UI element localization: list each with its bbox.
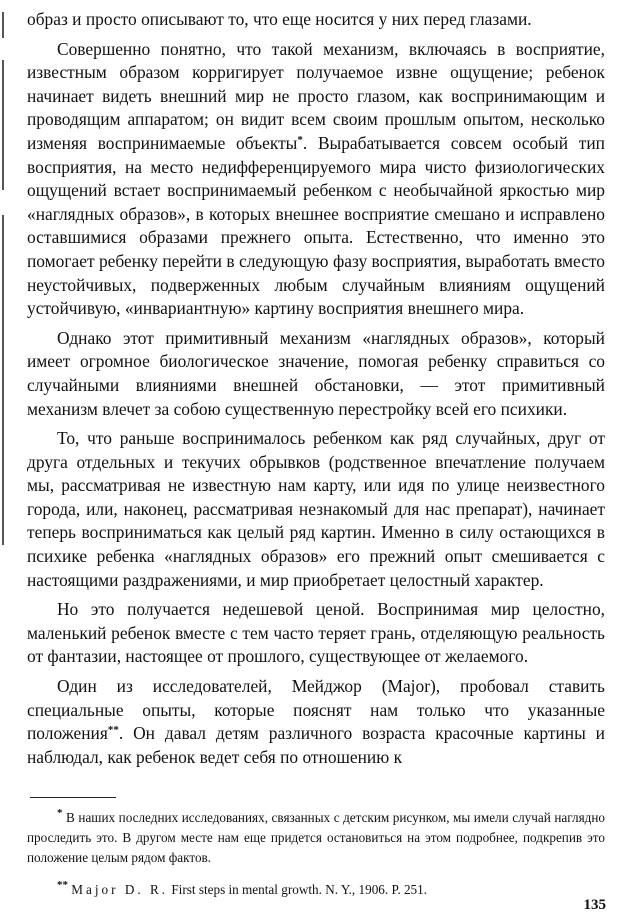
paragraph-price xyxy=(27,598,605,669)
footnote-text: First steps in mental growth. N. Y., 1906. P. 251. xyxy=(168,882,428,897)
page-number: 135 xyxy=(583,897,606,913)
paragraph-whole-picture xyxy=(27,427,605,592)
footnote-text: В наших последних исследованиях, связанных с детским рисунком, мы имели случай наглядно проследить это. В другом месте нам еще придется остановиться на этом подробнее, подкрепив это положение целым рядом фактов. xyxy=(27,810,605,865)
footnote-reference: * xyxy=(297,133,303,146)
paragraph-primitive-mechanism xyxy=(27,327,605,421)
footnote-author: Major D. R. xyxy=(71,882,169,897)
paragraph-text: образ и просто описывают то, что еще носится у них перед глазами. xyxy=(27,9,532,29)
footnote-marker: ** xyxy=(57,879,68,891)
footnote-reference: ** xyxy=(107,724,119,737)
paragraph-text: Однако этот примитивный механизм «наглядных образов», который имеет огромное биологическое значение, помогая ребенку справиться со случайными влияниями внешней обстановки, — этот примитивный механизм влечет за собою существенную перестройку всей его психики. xyxy=(27,327,605,419)
paragraph-perception-mechanism xyxy=(27,38,605,321)
scan-edge-line xyxy=(2,12,4,38)
footnotes xyxy=(27,808,605,900)
footnote-1 xyxy=(27,808,605,868)
scan-edge-line xyxy=(2,215,4,545)
paragraph-major-experiments xyxy=(27,675,605,769)
footnote-divider xyxy=(30,797,116,798)
paragraph-text: Но это получается недешевой ценой. Воспринимая мир целостно, маленький ребенок вместе с тем часто теряет грань, отделяющую реальность от фантазии, настоящее от прошлого, существующее от желаемого. xyxy=(27,599,605,667)
footnote-marker: * xyxy=(57,807,63,819)
paragraph-continuation xyxy=(27,8,605,32)
paragraph-text: . Вырабатывается совсем особый тип восприятия, на место недифференцируемого мира чисто физиологических ощущений встает воспринимаемый ребенком с необычайной яркостью мир «наглядных образов», в которых внешнее восприятие смешано и исправлено оставшимися образами прежнего опыта. Естественно, что именно это помогает ребенку перейти в следующую фазу восприятия, выработать вместо неустойчивых, подверженных любым случайным влияниям ощущений устойчивую, «инвариантную» картину восприятия внешнего мира. xyxy=(27,132,605,319)
paragraph-text: . Он давал детям различного возраста красочные картины и наблюдал, как ребенок ведет себя по отношению к xyxy=(27,723,605,767)
page-body xyxy=(27,8,605,769)
paragraph-text: Один из исследователей, Мейджор (Major), пробовал ставить специальные опыты, которые пояснят нам только что указанные положения xyxy=(27,676,605,744)
paragraph-text: Совершенно понятно, что такой механизм, включаясь в восприятие, известным образом корригирует получаемое извне ощущение; ребенок начинает видеть внешний мир не просто глазом, как воспринимающим и проводящим аппаратом; он видит всем своим прошлым опытом, несколько изменяя воспринимаемые объекты xyxy=(27,38,605,153)
scan-edge-line xyxy=(2,60,4,190)
footnote-2 xyxy=(27,880,605,900)
paragraph-text: То, что раньше воспринималось ребенком как ряд случайных, друг от друга отдельных и текучих обрывков (родственное впечатление получаем мы, рассматривая не известную нам карту, или идя по улице неизвестного города, или, наконец, рассматривая незнакомый для нас препарат), начинает теперь восприниматься как целый ряд картин. Именно в силу остающихся в психике ребенка «наглядных образов» его прежний опыт смешивается с настоящими раздражениями, и мир приобретает целостный характер. xyxy=(27,428,605,590)
